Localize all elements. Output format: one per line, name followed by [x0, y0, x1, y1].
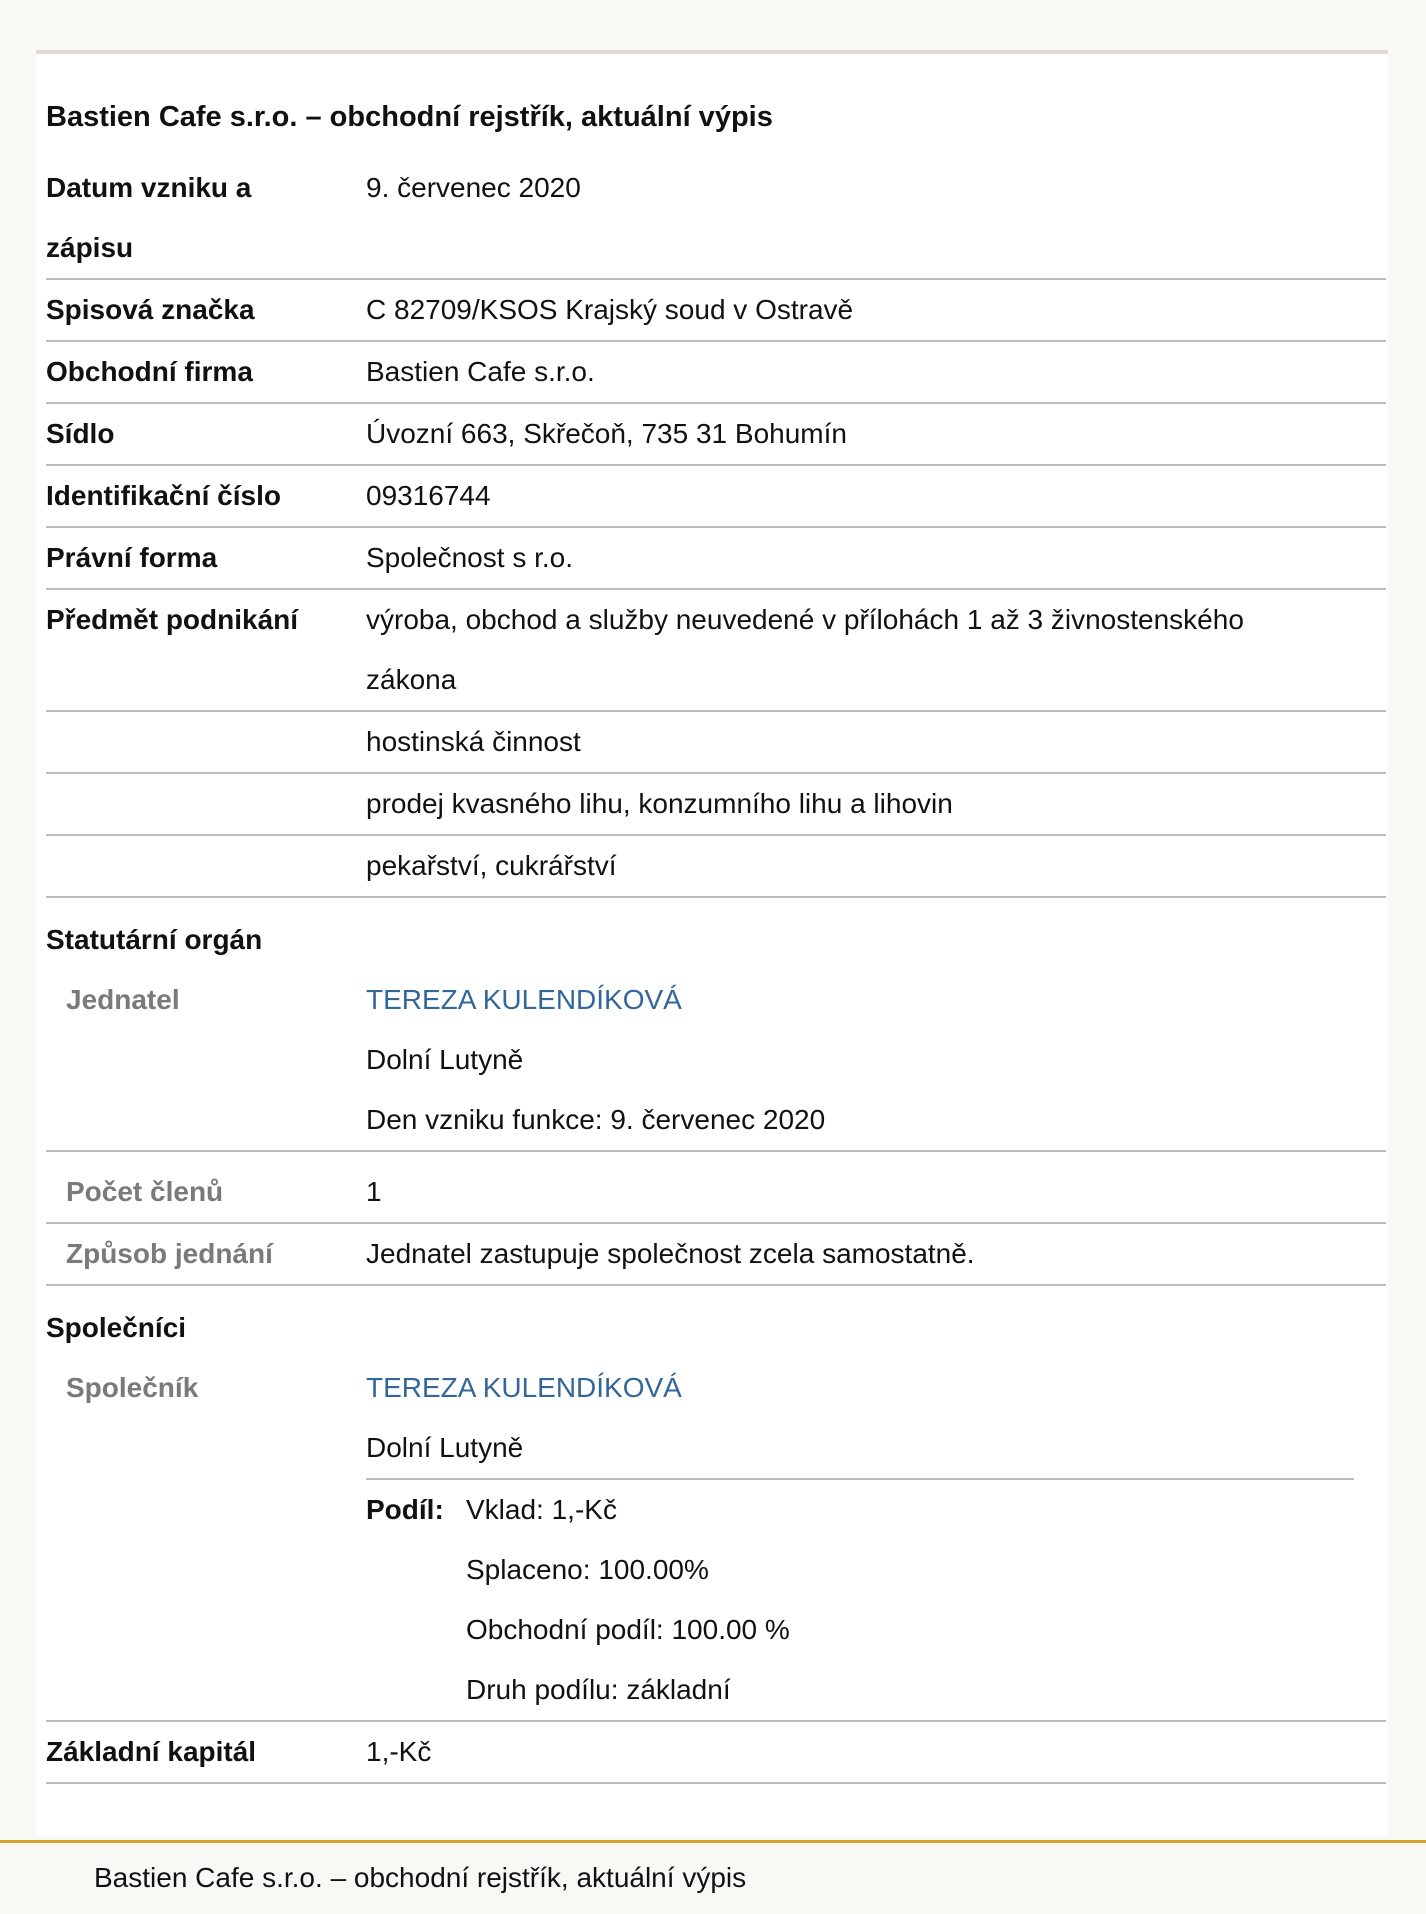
- row-sidlo: [46, 403, 1386, 465]
- row-value: 1: [366, 1151, 1386, 1223]
- section-spolecnici: [46, 1285, 1386, 1358]
- row-predmet-1: [46, 589, 1386, 711]
- row-label: Způsob jednání: [46, 1223, 366, 1285]
- row-value: Společnost s r.o.: [366, 527, 1386, 589]
- person-link[interactable]: TEREZA KULENDÍKOVÁ: [366, 984, 682, 1015]
- row-value: Úvozní 663, Skřečoň, 735 31 Bohumín: [366, 403, 1386, 465]
- row-predmet-2: [46, 711, 1386, 773]
- register-table: [46, 158, 1386, 1784]
- section-statutarni: [46, 897, 1386, 970]
- row-label: Identifikační číslo: [46, 465, 366, 527]
- row-pravni-forma: [46, 527, 1386, 589]
- row-zpusob-jednani: [46, 1223, 1386, 1285]
- row-label: Datum vzniku a zápisu: [46, 158, 366, 279]
- row-label: Základní kapitál: [46, 1721, 366, 1783]
- row-label: Počet členů: [46, 1151, 366, 1223]
- row-datum-vzniku: [46, 158, 1386, 279]
- row-value: 1,-Kč: [366, 1721, 1386, 1783]
- row-label: Obchodní firma: [46, 341, 366, 403]
- row-zakladni-kapital: [46, 1721, 1386, 1783]
- druh-podilu: Druh podílu: základní: [466, 1674, 731, 1705]
- row-label: Společník: [46, 1358, 366, 1721]
- row-predmet-3: [46, 773, 1386, 835]
- podil-block: [366, 1478, 1354, 1720]
- splaceno: Splaceno: 100.00%: [466, 1554, 709, 1585]
- footer-divider: [0, 1840, 1426, 1843]
- section-heading: Společníci: [46, 1312, 187, 1343]
- row-value: výroba, obchod a služby neuvedené v přílohách 1 až 3 živnostenského zákona: [366, 589, 1386, 711]
- row-label: Sídlo: [46, 403, 366, 465]
- person-city: Dolní Lutyně: [366, 1432, 524, 1463]
- row-value: prodej kvasného lihu, konzumního lihu a lihovin: [366, 773, 1386, 835]
- row-label: Spisová značka: [46, 279, 366, 341]
- section-heading: Statutární orgán: [46, 924, 263, 955]
- row-pocet-clenu: [46, 1151, 1386, 1223]
- footer-title: Bastien Cafe s.r.o. – obchodní rejstřík, aktuální výpis: [94, 1862, 747, 1893]
- page-title: Bastien Cafe s.r.o. – obchodní rejstřík, aktuální výpis: [46, 101, 773, 133]
- row-value: 09316744: [366, 465, 1386, 527]
- row-value: pekařství, cukrářství: [366, 835, 1386, 897]
- vklad: Vklad: 1,-Kč: [466, 1494, 617, 1525]
- row-spisova-znacka: [46, 279, 1386, 341]
- podil-label: Podíl:: [366, 1494, 444, 1525]
- person-link[interactable]: TEREZA KULENDÍKOVÁ: [366, 1372, 682, 1403]
- row-predmet-4: [46, 835, 1386, 897]
- person-city: Dolní Lutyně: [366, 1044, 524, 1075]
- function-since: Den vzniku funkce: 9. červenec 2020: [366, 1104, 826, 1135]
- row-label: Předmět podnikání: [46, 589, 366, 711]
- row-label: Právní forma: [46, 527, 366, 589]
- row-obchodni-firma: [46, 341, 1386, 403]
- row-value: hostinská činnost: [366, 711, 1386, 773]
- obchodni-podil: Obchodní podíl: 100.00 %: [466, 1614, 790, 1645]
- row-value: Bastien Cafe s.r.o.: [366, 341, 1386, 403]
- row-value: 9. červenec 2020: [366, 158, 1386, 279]
- row-ico: [46, 465, 1386, 527]
- row-value: C 82709/KSOS Krajský soud v Ostravě: [366, 279, 1386, 341]
- row-spolecnik: [46, 1358, 1386, 1721]
- row-jednatel: [46, 970, 1386, 1151]
- register-card: [36, 50, 1388, 1836]
- row-value: Jednatel zastupuje společnost zcela samostatně.: [366, 1223, 1386, 1285]
- row-label: Jednatel: [46, 970, 366, 1151]
